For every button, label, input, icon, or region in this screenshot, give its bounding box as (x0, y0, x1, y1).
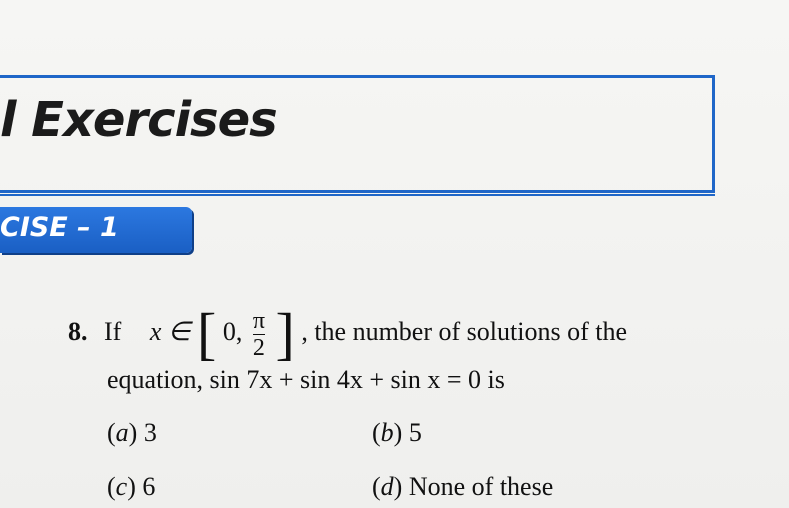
option-b: (b) 5 (372, 418, 422, 447)
interval-start: 0, (222, 316, 243, 346)
question-line-2: equation, sin 7x + sin 4x + sin x = 0 is (107, 365, 505, 394)
question-if: If (104, 316, 122, 346)
question-variable: x ∈ (149, 316, 191, 346)
close-bracket-icon: ] (275, 301, 295, 366)
question-line-1 (68, 301, 627, 366)
option-b-text: 5 (408, 418, 422, 447)
fraction-numerator: π (252, 307, 265, 334)
option-b-key: b (380, 418, 394, 447)
open-bracket-icon: [ (197, 301, 217, 366)
option-c-text: 6 (142, 472, 156, 501)
fraction-denominator: 2 (252, 334, 265, 361)
pi-over-two-fraction (253, 308, 265, 361)
option-a-key: a (115, 418, 129, 447)
option-d-text: None of these (408, 472, 554, 501)
question-number: 8. (68, 316, 88, 346)
exercise-section-label: CISE – 1 (0, 212, 119, 243)
option-d: (d) None of these (372, 472, 554, 501)
question-trailing-text: , the number of solutions of the (301, 316, 627, 346)
option-c-key: c (115, 472, 128, 501)
option-a: (a) 3 (107, 418, 157, 447)
exercises-heading: l Exercises (0, 92, 277, 148)
option-c: (c) 6 (107, 472, 156, 501)
option-a-text: 3 (143, 418, 157, 447)
header-divider (0, 194, 715, 196)
option-d-key: d (380, 472, 394, 501)
